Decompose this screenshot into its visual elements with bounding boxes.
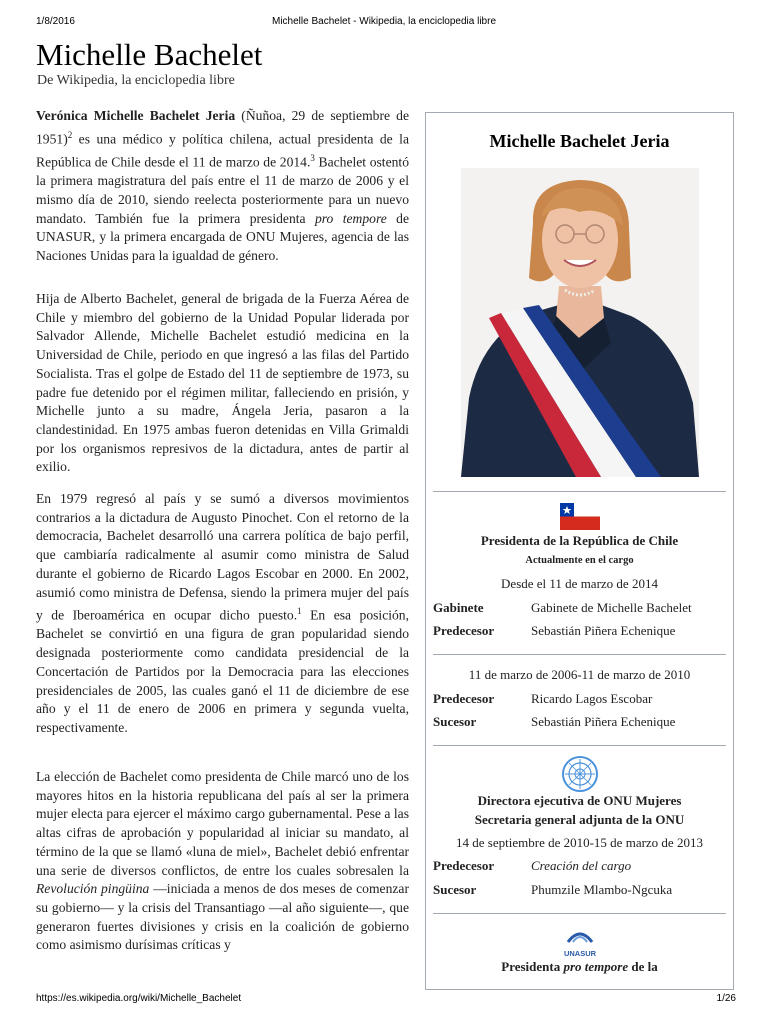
text: Bachelet ostentó la primera magistratura del país entre el 11 de marzo de 2006 y el mismo día de 2010, siendo reelecta posteriormente para un nuevo mandato. También fue la primera presidenta [36,154,409,226]
print-url: https://es.wikipedia.org/wiki/Michelle_Bachelet [36,993,242,1004]
status-current: Actualmente en el cargo [525,555,634,566]
row-key: Gabinete [433,600,484,615]
reference-link[interactable]: 2 [67,129,73,140]
un-emblem-icon [561,755,599,793]
text: de la [628,959,658,974]
row-value-link[interactable]: Sebastián Piñera Echenique [531,623,676,638]
print-page-number: 1/26 [716,993,736,1004]
term-dates: Desde el 11 de marzo de 2014 [501,576,658,591]
italic-text: pro tempore [563,959,629,974]
portrait-drawing [461,168,699,477]
infobox-title: Michelle Bachelet Jeria [489,131,670,151]
role-un-women: Directora ejecutiva de ONU Mujeres [477,793,682,808]
paragraph-3 [36,490,409,738]
paragraph-text: Hija de Alberto Bachelet, general de brigada de la Fuerza Aérea de Chile y miembro del gobierno de la Unidad Popular liderada por Salvador Allende, Michelle Bachelet estudió medicina en la Universidad de Chile, periodo en que ingresó a las filas del Partido Socialista. Tras el golpe de Estado del 11 de septiembre de 1973, su padre fue detenido por el régimen militar, falleciendo en prisión, y Michelle junto a su madre, Ángela Jeria, pasaron a la clandestinidad. En 1975 ambas fueron detenidas en Villa Grimaldi por los organismos represivos de la dictadura, antes de partir al exilio. [36,291,409,475]
role-president: Presidenta de la República de Chile [480,533,679,548]
text: de UNASUR, y la primera encargada de ONU Mujeres, agencia de las Naciones Unidas para la igualdad de género. [36,210,410,263]
separator [433,491,726,492]
separator [433,913,726,914]
row-value-link[interactable]: Ricardo Lagos Escobar [531,691,653,706]
unasur-logo-text: UNASUR [563,949,597,958]
bold-name: Verónica Michelle Bachelet Jeria [36,108,236,123]
print-date: 1/8/2016 [36,16,75,27]
italic-text: Revolución pingüina [36,881,150,897]
row-value-link[interactable]: Gabinete de Michelle Bachelet [531,600,692,615]
paragraph-4 [36,768,409,955]
unasur-logo [560,928,600,958]
row-value: Creación del cargo [531,858,632,873]
term-dates: 14 de septiembre de 2010-15 de marzo de 2013 [456,835,703,850]
unasur-emblem-icon [560,928,600,944]
paragraph-1 [36,107,409,266]
text: —iniciada a menos de dos meses de comenzar su gobierno— y la crisis del Transantiago —al año siguiente—, que generaron fuertes divisiones y crisis en la coalición de gobierno como asimismo durísimas críticas y [36,881,409,953]
row-key: Predecesor [433,691,495,706]
infobox [425,112,734,990]
reference-link[interactable]: 1 [297,606,302,617]
text: En esa posición, Bachelet se convirtió en una figura de gran popularidad siendo designada posteriormente como candidata presidencial de la Concertación de Partidos por la Democracia para las elecciones presidenciales de 2005, las cuales ganó el 11 de diciembre de ese año y el 11 de enero de 2006 en primera y segunda vuelta, respectivamente. [36,607,409,735]
text: En 1979 regresó al país y se sumó a diversos movimientos contrarios a la dictadura de Augusto Pinochet. Con el retorno de la democracia, Bachelet desarrolló una carrera política de bajo perfil, que cambiaría radicalmente al asumir como ministra de Salud durante el gobierno de Ricardo Lagos Escobar en 2000. En 2002, asumió como ministra de Defensa, siendo la primera mujer del país y de Iberoamérica en ocupar dicho puesto. [36,491,409,623]
text: La elección de Bachelet como presidenta de Chile marcó uno de los mayores hitos en la historia republicana del país al ser la primera mujer electa para ejercer el máximo cargo gubernamental. Pese a las altas cifras de aprobación y popularidad al iniciar su mandato, al término de la que se llamó «luna de miel», Bachelet debió enfrentar una serie de diversos conflictos, de entre los cuales sobresalen la [36,769,409,878]
text: Presidenta [501,959,564,974]
row-key: Sucesor [433,882,477,897]
page-title: Michelle Bachelet [36,37,263,72]
row-key: Sucesor [433,714,477,729]
print-tab-title: Michelle Bachelet - Wikipedia, la enciclopedia libre [272,16,496,27]
paragraph-2 [36,290,409,477]
separator [433,654,726,655]
reference-link[interactable]: 3 [310,152,315,163]
page-subtitle: De Wikipedia, la enciclopedia libre [37,73,235,88]
text: (Ñuñoa, 29 de septiembre de 1951) [36,108,409,147]
row-value-link[interactable]: Sebastián Piñera Echenique [531,714,676,729]
italic-text: pro tempore [314,210,387,226]
portrait-image[interactable] [461,168,699,477]
row-key: Predecesor [433,858,495,873]
row-key: Predecesor [433,623,495,638]
text: es una médico y política chilena, actual presidenta de la República de Chile desde el 11 de marzo de 2014. [36,131,409,170]
row-value-link[interactable]: Phumzile Mlambo-Ngcuka [531,882,673,897]
chile-flag-icon [560,503,600,530]
separator [433,745,726,746]
role-unasur [426,959,733,975]
role-un-deputy: Secretaria general adjunta de la ONU [474,812,685,827]
term-dates: 11 de marzo de 2006-11 de marzo de 2010 [468,667,691,682]
